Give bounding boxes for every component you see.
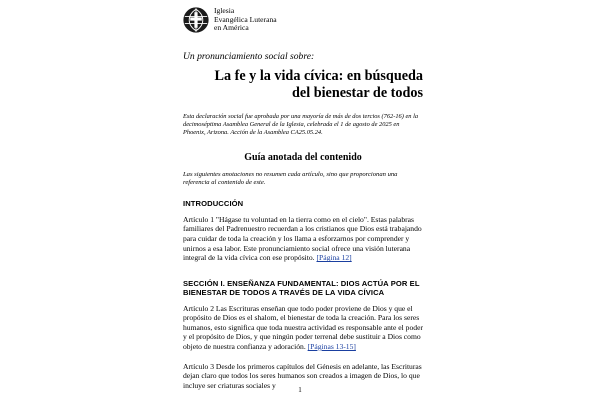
section-heading-seccion-1: SECCIÓN I. ENSEÑANZA FUNDAMENTAL: DIOS ACTÚA POR EL BIENESTAR DE TODOS A TRAVÉS DE LA VIDA CÍVICA (183, 278, 420, 298)
globe-cross-icon (183, 7, 209, 33)
page-title-line-2: del bienestar de todos (292, 85, 423, 101)
section-heading-introduccion: INTRODUCCIÓN (183, 199, 244, 209)
guide-heading: Guía anotada del contenido (244, 151, 362, 163)
guide-note: Las siguientes anotaciones no resumen cada artículo, sino que proporcionan una referencia al contenido de este. (183, 170, 398, 187)
logo-line-3: en América (214, 23, 249, 33)
paragraph-text: Artículo 3 Desde los primeros capítulos del Génesis en adelante, las Escrituras dejan claro que todos los seres humanos son creados a imagen de Dios, lo que incluye ser criaturas sociales y (183, 361, 422, 390)
approval-note: Esta declaración social fue aprobada por una mayoría de más de dos tercios (762-16) en la decimoséptima Asamblea General de la Iglesia, celebrada el 1 de agosto de 2025 en Phoenix, Arizona. Acción de la Asamblea CA25.05.24. (183, 113, 419, 137)
page-title (183, 68, 423, 102)
page-content-column (183, 0, 423, 390)
paragraph-text: Artículo 1 "Hágase tu voluntad en la tierra como en el cielo". Estas palabras familiares del Padrenuestro recuerdan a los cristianos que Dios está trabajando para cuidar de toda la creación y los llama a esforzarnos por comprender y unirnos a esa labor. Este pronunciamiento social ofrece una visión luterana integral de la vida cívica con ese propósito. (183, 214, 422, 263)
paragraph-text: Artículo 2 Las Escrituras enseñan que todo poder proviene de Dios y que el propósito de Dios es el shalom, el bienestar de toda la creación. Para los seres humanos, esto significa que toda nuestra actividad es responsable ante el poder y el propósito de Dios, y que ningún poder terrenal debe sustituir a Dios como objeto de nuestra confianza y adoración. (183, 303, 423, 351)
paragraph-articulo-1 (183, 215, 423, 263)
page-reference-link[interactable]: [Página 12] (316, 253, 352, 263)
organization-logo (183, 0, 423, 33)
organization-name (214, 6, 277, 33)
page-reference-link[interactable]: [Páginas 13-15] (307, 341, 356, 351)
logo-line-2: Evangélica Luterana (214, 14, 277, 24)
page-number: 1 (298, 386, 302, 394)
page-title-line-1: La fe y la vida cívica: en búsqueda (214, 68, 423, 84)
document-kicker: Un pronunciamiento social sobre: (183, 51, 315, 62)
logo-line-1: Iglesia (214, 6, 235, 15)
paragraph-articulo-2 (183, 304, 423, 352)
